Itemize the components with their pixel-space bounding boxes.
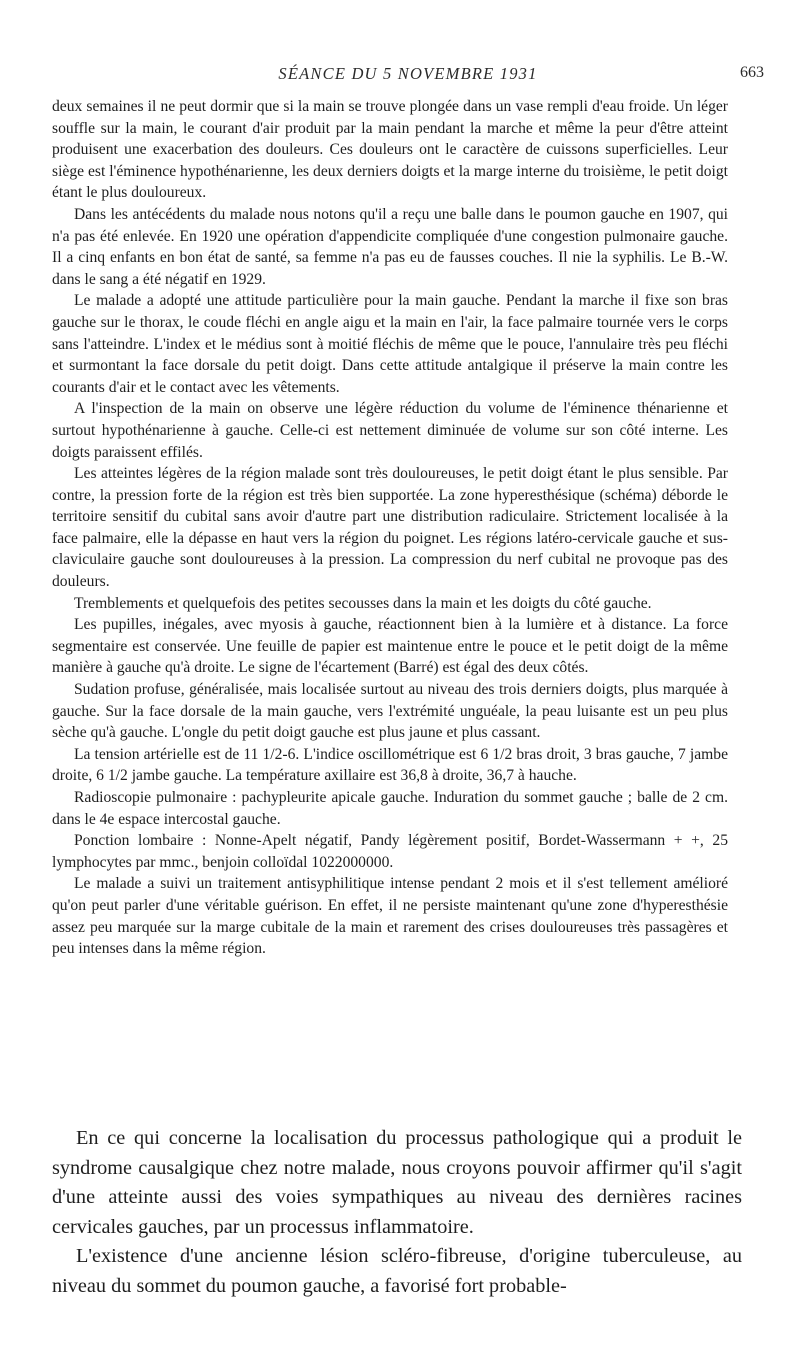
paragraph: deux semaines il ne peut dormir que si la main se trouve plongée dans un vase rempli d'eau froide. Un léger souffle sur la main, le courant d'air produit par la main pendant la marche et même la peur d'être atteint produisent une exacerbation des douleurs. Ces douleurs ont le caractère de cuissons superficielles. Leur siège est l'éminence hypothénarienne, les deux derniers doigts et la marge interne du troisième, le petit doigt étant le plus douloureux. — [52, 98, 728, 202]
paragraph: En ce qui concerne la localisation du processus pathologique qui a produit le syndrome causalgique chez notre malade, nous croyons pouvoir affirmer qu'il s'agit d'une atteinte aussi des voies sympathiques au niveau des dernières racines cervicales gauches, par un processus inflammatoire. — [52, 1127, 742, 1238]
page-header — [52, 64, 764, 88]
paragraph: Sudation profuse, généralisée, mais localisée surtout au niveau des trois derniers doigts, plus marquée à gauche. Sur la face dorsale de la main gauche, vers l'extrémité unguéale, la peau luisante est un peu plus sèche qu'à gauche. L'ongle du petit doigt gauche est plus jaune et plus cassant. — [52, 681, 728, 742]
paragraph: Radioscopie pulmonaire : pachypleurite apicale gauche. Induration du sommet gauche ; balle de 2 cm. dans le 4e espace intercostal gauche. — [52, 789, 728, 828]
paragraph: L'existence d'une ancienne lésion scléro-fibreuse, d'origine tuberculeuse, au niveau du sommet du poumon gauche, a favorisé fort probable- — [52, 1245, 742, 1297]
discussion-section — [52, 1124, 742, 1301]
page-number: 663 — [740, 64, 764, 81]
case-report-section — [52, 96, 728, 960]
paragraph: A l'inspection de la main on observe une légère réduction du volume de l'éminence thénarienne et surtout hypothénarienne à gauche. Celle-ci est nettement diminuée de volume sur son côté interne. Les doigts paraissent effilés. — [52, 400, 728, 461]
running-title: SÉANCE DU 5 NOVEMBRE 1931 — [278, 64, 538, 83]
paragraph: Ponction lombaire : Nonne-Apelt négatif, Pandy légèrement positif, Bordet-Wassermann + +, 25 lymphocytes par mmc., benjoin colloïdal 1022000000. — [52, 832, 728, 871]
paragraph: Les atteintes légères de la région malade sont très douloureuses, le petit doigt étant le plus sensible. Par contre, la pression forte de la région est très bien supportée. La zone hyperesthésique (schéma) déborde le territoire sensitif du cubital sans avoir d'autre part une distribution radiculaire. Strictement localisée à la face palmaire, elle la dépasse en haut vers la région du poignet. Les régions latéro-cervicale gauche et sus-claviculaire gauche sont douloureuses à la pression. La compression du nerf cubital ne provoque pas des douleurs. — [52, 465, 728, 591]
paragraph: La tension artérielle est de 11 1/2-6. L'indice oscillométrique est 6 1/2 bras droit, 3 bras gauche, 7 jambe droite, 6 1/2 jambe gauche. La température axillaire est 36,8 à droite, 36,7 à hauche. — [52, 745, 728, 785]
paragraph: Le malade a adopté une attitude particulière pour la main gauche. Pendant la marche il fixe son bras gauche sur le thorax, le coude fléchi en angle aigu et la main en l'air, la face palmaire tournée vers le corps sans l'atteindre. L'index et le médius sont à moitié fléchis de même que le pouce, l'annulaire très peu fléchi et surmontant la face dorsale du petit doigt. Dans cette attitude antalgique il préserve la main contre les courants d'air et le contact avec les vêtements. — [52, 292, 728, 396]
paragraph: Tremblements et quelquefois des petites secousses dans la main et les doigts du côté gauche. — [74, 594, 652, 612]
paragraph: Les pupilles, inégales, avec myosis à gauche, réactionnent bien à la lumière et à distance. La force segmentaire est conservée. Une feuille de papier est maintenue entre le pouce et le petit doigt de la même manière à gauche qu'à droite. Le signe de l'écartement (Barré) est égal des deux côtés. — [52, 616, 728, 677]
paragraph: Dans les antécédents du malade nous notons qu'il a reçu une balle dans le poumon gauche en 1907, qui n'a pas été enlevée. En 1920 une opération d'appendicite compliquée d'une congestion pulmonaire gauche. Il a cinq enfants en bon état de santé, sa femme n'a pas eu de fausses couches. Il nie la syphilis. Le B.-W. dans le sang a été négatif en 1929. — [52, 205, 728, 288]
paragraph: Le malade a suivi un traitement antisyphilitique intense pendant 2 mois et il s'est tellement amélioré qu'on peut parler d'une véritable guérison. En effet, il ne persiste maintenant qu'une zone d'hyperesthésie assez peu marquée sur la marge cubitale de la main et rarement des crises douloureuses très passagères et peu intenses dans la même région. — [52, 875, 728, 958]
